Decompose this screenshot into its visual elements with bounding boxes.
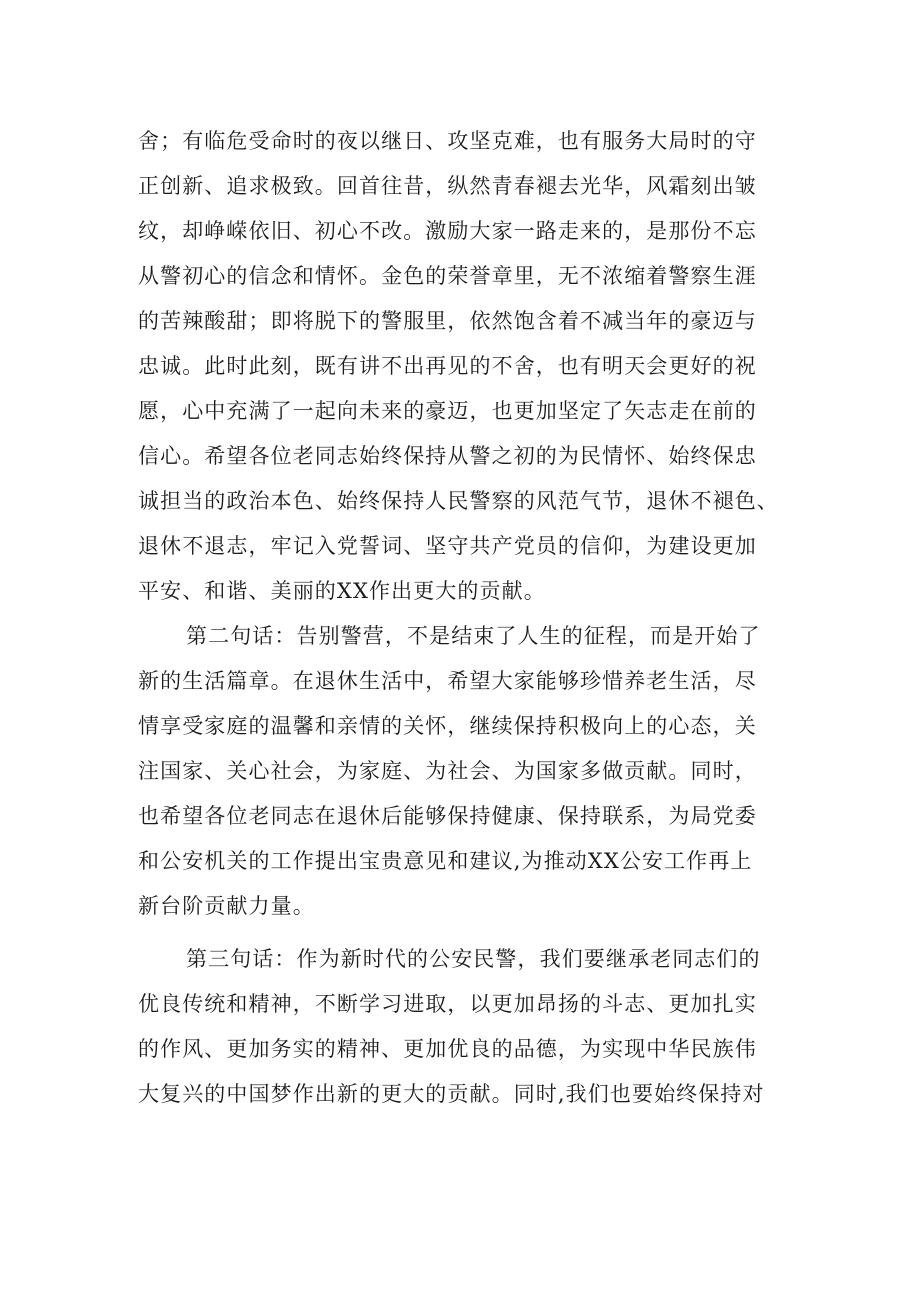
text-line: 正创新、追求极致。回首往昔，纵然青春褪去光华，风霜刻出皱 <box>138 174 757 198</box>
text-line: 情享受家庭的温馨和亲情的关怀，继续保持积极向上的心态，关 <box>138 714 757 738</box>
text-line: 诚担当的政治本色、始终保持人民警察的风范气节，退休不褪色、 <box>138 489 779 513</box>
text-line: 平安、和谐、美丽的XX作出更大的贡献。 <box>138 579 546 603</box>
text-line: 新的生活篇章。在退休生活中，希望大家能够珍惜养老生活，尽 <box>138 669 757 693</box>
paragraph-start-line: 第三句话：作为新时代的公安民警，我们要继承老同志们的 <box>186 947 761 971</box>
text-line: 忠诚。此时此刻，既有讲不出再见的不舍，也有明天会更好的祝 <box>138 354 757 378</box>
text-line: 退休不退志，牢记入党誓词、坚守共产党员的信仰，为建设更加 <box>138 534 757 558</box>
paragraph-start-line: 第二句话：告别警营，不是结束了人生的征程，而是开始了 <box>186 624 761 648</box>
text-line: 也希望各位老同志在退休后能够保持健康、保持联系，为局党委 <box>138 804 757 828</box>
text-line: 新台阶贡献力量。 <box>138 894 315 918</box>
text-line: 舍；有临危受命时的夜以继日、攻坚克难，也有服务大局时的守 <box>138 129 757 153</box>
document-body <box>138 119 788 1117</box>
text-line: 纹，却峥嵘依旧、初心不改。激励大家一路走来的，是那份不忘 <box>138 219 757 243</box>
text-line: 优良传统和精神，不断学习进取，以更加昂扬的斗志、更加扎实 <box>138 992 757 1016</box>
text-line: 的苦辣酸甜；即将脱下的警服里，依然饱含着不减当年的豪迈与 <box>138 309 757 333</box>
text-line: 愿，心中充满了一起向未来的豪迈，也更加坚定了矢志走在前的 <box>138 399 757 423</box>
text-line: 的作风、更加务实的精神、更加优良的品德，为实现中华民族伟 <box>138 1037 757 1061</box>
text-line: 大复兴的中国梦作出新的更大的贡献。同时,我们也要始终保持对 <box>138 1082 765 1106</box>
text-line: 注国家、关心社会，为家庭、为社会、为国家多做贡献。同时， <box>138 759 757 783</box>
text-line: 从警初心的信念和情怀。金色的荣誉章里，无不浓缩着警察生涯 <box>138 264 757 288</box>
text-line: 和公安机关的工作提出宝贵意见和建议,为推动XX公安工作再上 <box>138 849 753 873</box>
text-line: 信心。希望各位老同志始终保持从警之初的为民情怀、始终保忠 <box>138 444 757 468</box>
